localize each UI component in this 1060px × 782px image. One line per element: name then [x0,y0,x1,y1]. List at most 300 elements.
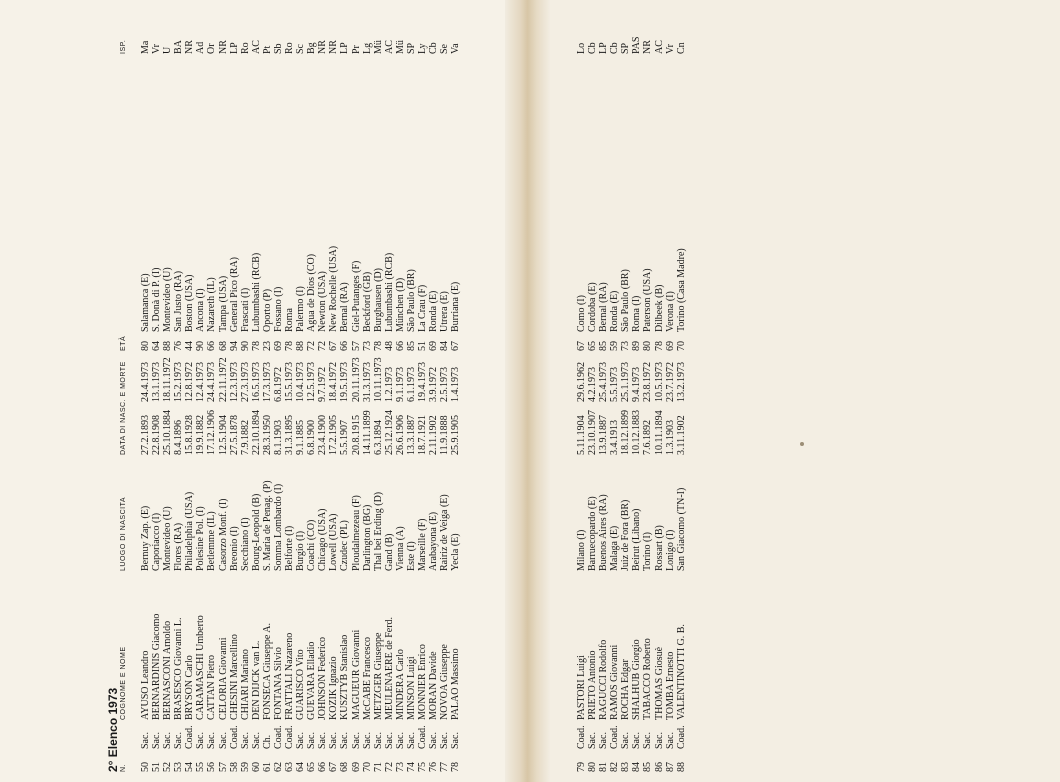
row-grade: Sac. [162,732,174,749]
row-number: 72 [383,762,395,772]
row-grade: Sac. [206,732,218,749]
row-death-place: Agua de Dios (CO) [306,253,318,332]
row-death-date: 9.4.1973 [631,367,643,402]
row-birthplace: Barruecopardo (E) [587,496,599,571]
row-death-date: 19.4.1973 [417,362,428,402]
row-number: 69 [350,762,362,772]
row-birthplace: Philadelphia (USA) [184,491,196,571]
row-number: 62 [272,762,284,772]
row-death-place: Newton (USA) [317,271,329,332]
row-number: 51 [151,762,163,772]
row-isp: Cn [675,42,687,54]
row-grade: Sac. [339,732,351,749]
row-name: BERNARDINIS Giacomo [151,613,163,720]
row-number: 54 [184,762,196,772]
row-name: ROCHA Edgar [620,659,632,720]
row-name: BERNASCONI Arnoldo [162,620,174,720]
row-age: 69 [664,341,676,351]
row-grade: Sac. [653,732,665,749]
row-age: 94 [228,341,240,351]
row-birth-date: 10.11.1894 [653,410,665,455]
row-birthplace: Bourg-Leopold (B) [250,493,262,571]
row-age: 57 [350,341,362,351]
row-death-place: Burghausen (D) [372,268,384,332]
row-grade: Sac. [428,732,440,749]
row-birthplace: Ploudalmezeau (F) [350,495,362,571]
row-isp: U [162,46,174,54]
row-number: 67 [328,762,340,772]
col-header-name: COGNOME E NOME [120,646,127,720]
row-birth-date: 19.9.1882 [195,415,207,455]
row-death-place: Torino (Casa Madre) [675,248,687,332]
table-row [428,0,439,782]
row-birth-date: 7.9.1882 [239,420,251,455]
row-grade: Sac. [664,732,676,749]
row-birthplace: Bernuy Zap. (E) [140,505,151,571]
row-name: SHALHUB Giorgio [631,639,643,720]
row-birth-date: 27.2.1893 [140,415,151,455]
table-row [140,0,151,782]
row-grade: Sac. [394,732,406,749]
row-birthplace: Belforte (I) [284,525,296,571]
row-grade: Coad. [417,725,428,749]
row-name: THOMAS Giosuè [653,646,665,720]
row-birth-date: 12.5.1904 [217,415,229,455]
row-isp: LP [598,42,610,54]
row-death-place: Utrera (E) [439,291,451,332]
row-age: 66 [394,341,406,351]
row-number: 60 [250,762,262,772]
row-birth-date: 26.6.1906 [394,415,406,455]
row-birth-date: 3.4.1913 [609,420,621,455]
row-death-place: Salamanca (E) [140,273,151,332]
row-birth-date: 10.12.1883 [631,410,643,455]
row-age: 69 [428,341,440,351]
necrology-table [106,0,706,782]
row-death-place: Roma (I) [631,295,643,332]
row-name: RAMOS Giovanni [609,644,621,720]
row-age: 78 [653,341,665,351]
row-number: 78 [450,762,462,772]
row-birthplace: Vienna (A) [394,526,406,571]
table-row [620,0,631,782]
row-birthplace: Thal bei Erding (D) [372,491,384,571]
row-death-date: 24.4.1973 [206,362,218,402]
row-birthplace: Yecla (E) [450,533,462,571]
row-death-date: 25.1.1973 [620,362,632,402]
table-row [587,0,598,782]
row-age: 85 [405,341,417,351]
table-row [162,0,173,782]
row-age: 67 [576,341,587,351]
row-birth-date: 25.12.1924 [383,410,395,455]
row-death-date: 25.4.1973 [598,362,610,402]
row-death-place: Ronda (E) [428,290,440,332]
row-birth-date: 17.2.1905 [328,415,340,455]
table-row [339,0,350,782]
row-name: PRIETO Antonio [587,650,599,720]
table-row [262,0,273,782]
col-header-isp: ISP. [120,39,127,54]
row-grade: Sac. [250,732,262,749]
row-death-date: 23.8.1972 [642,362,654,402]
row-name: CELORIA Giovanni [217,637,229,720]
col-header-n: N. [120,764,127,772]
row-death-place: Paterson (USA) [642,268,654,332]
row-death-date: 1.2.1973 [383,367,395,402]
row-age: 78 [372,341,384,351]
row-birth-date: 31.3.1895 [284,415,296,455]
page-heading: 2° Elenco 1973 [106,687,120,772]
row-death-place: Ronda (E) [609,290,621,332]
row-isp: Cb [587,42,599,54]
row-birth-date: 22.8.1908 [151,415,163,455]
row-grade: Sac. [328,732,340,749]
row-number: 84 [631,762,643,772]
row-number: 50 [140,762,151,772]
row-grade: Coad. [184,725,196,749]
row-name: MAGUEUR Giovanni [350,629,362,720]
row-name: PASTORI Luigi [576,655,587,720]
row-death-date: 9.7.1972 [317,367,329,402]
row-isp: NR [217,40,229,54]
row-grade: Sac. [295,732,307,749]
row-age: 66 [206,341,218,351]
table-row [665,0,676,782]
row-isp: Ad [195,41,207,54]
row-isp: PAS [631,36,643,54]
row-birth-date: 11.9.1888 [439,415,451,455]
row-death-date: 23.7.1972 [664,362,676,402]
row-name: AYUSO Leandro [140,650,151,720]
row-death-place: Fossano (I) [272,286,284,332]
row-isp: Ro [284,42,296,54]
row-death-date: 12.4.1973 [195,362,207,402]
row-birthplace: Malaga (E) [609,525,621,571]
row-age: 76 [173,341,185,351]
row-death-place: São Paulo (BR) [405,269,417,332]
row-number: 74 [405,762,417,772]
row-death-date: 19.5.1973 [339,362,351,402]
row-name: VALENTINOTTI G. B. [675,624,687,720]
row-birthplace: Milano (I) [576,529,587,571]
row-death-date: 12.5.1973 [306,362,318,402]
row-name: BRYSON Carlo [184,655,196,720]
row-isp: Cb [428,42,440,54]
row-number: 63 [284,762,296,772]
column-headers [120,0,134,782]
row-death-place: São Paulo (BR) [620,269,632,332]
row-birthplace: Darlington (BG) [361,504,373,571]
row-birth-date: 20.8.1915 [350,415,362,455]
table-row [362,0,373,782]
row-birthplace: Juiz de Fora (BR) [620,499,632,571]
row-grade: Coad. [228,725,240,749]
table-row [218,0,229,782]
table-row [284,0,295,782]
row-death-place: Lubumbashi (RCB) [250,252,262,332]
row-age: 85 [598,341,610,351]
row-birthplace: Beirut (Libano) [631,508,643,571]
row-birth-date: 25.9.1905 [450,415,462,455]
table-row [676,0,687,782]
row-name: TOMBA Ernesto [664,651,676,720]
row-age: 67 [328,341,340,351]
row-birth-date: 23.10.1907 [587,410,599,455]
row-name: GUEVARA Elladio [306,641,318,720]
row-grade: Sac. [631,732,643,749]
row-death-place: Nazareth (IL) [206,277,218,332]
row-number: 64 [295,762,307,772]
row-death-date: 1.4.1973 [450,367,462,402]
row-age: 48 [383,341,395,351]
row-birth-date: 17.12.1906 [206,410,218,455]
table-row [173,0,184,782]
row-birthplace: Rairiz de Veiga (E) [439,494,451,571]
row-grade: Coad. [576,725,587,749]
row-name: MINSON Luigi [405,656,417,720]
row-name: BRASESCO Giovanni L. [173,617,185,720]
row-number: 52 [162,762,174,772]
row-number: 70 [361,762,373,772]
row-birth-date: 9.1.1885 [295,420,307,455]
row-death-date: 16.5.1973 [250,362,262,402]
row-birthplace: Arabayona (E) [428,511,440,571]
row-birth-date: 25.10.1884 [162,410,174,455]
row-number: 55 [195,762,207,772]
row-age: 65 [587,341,599,351]
row-death-place: Roma [284,308,296,332]
row-death-date: 2.5.1973 [439,367,451,402]
row-birthplace: Lonigo (I) [664,529,676,571]
table-row [328,0,339,782]
row-age: 73 [620,341,632,351]
row-birth-date: 6.8.1900 [306,420,318,455]
row-name: FONSECA Giuseppe A. [261,623,273,720]
row-number: 83 [620,762,632,772]
row-age: 80 [642,341,654,351]
row-grade: Sac. [587,732,599,749]
row-name: MINDERA Carlo [394,649,406,720]
row-grade: Coad. [284,725,296,749]
row-age: 67 [450,341,462,351]
row-name: JOHNSON Federico [317,636,329,720]
row-age: 73 [361,341,373,351]
row-death-date: 27.3.1973 [239,362,251,402]
row-isp: Lo [576,42,587,54]
table-row [642,0,653,782]
row-death-place: General Pico (RA) [228,257,240,332]
row-isp: Mü [394,40,406,54]
row-isp: Sb [272,43,284,54]
row-isp: Cb [609,42,621,54]
row-death-date: 4.2.1973 [587,367,599,402]
row-birthplace: Marseille (F) [417,518,428,571]
row-number: 79 [576,762,587,772]
paper-speck [800,442,804,446]
row-death-place: Beckford (GB) [361,271,373,332]
row-number: 76 [428,762,440,772]
row-age: 68 [217,341,229,351]
row-death-date: 6.1.1973 [405,367,417,402]
row-isp: NR [317,40,329,54]
row-isp: Va [450,43,462,54]
row-isp: Vr [664,44,676,54]
row-birth-date: 22.10.1894 [250,410,262,455]
row-death-place: Cordoba (E) [587,282,599,332]
row-birth-date: 6.3.1894 [372,420,384,455]
row-name: NOVOA Giuseppe [439,644,451,720]
row-birth-date: 28.3.1950 [261,415,273,455]
row-number: 85 [642,762,654,772]
row-death-place: Dilbeek (B) [653,284,665,332]
row-birth-date: 7.6.1892 [642,420,654,455]
row-name: DEN DIJCK van L. [250,640,262,720]
row-age: 78 [250,341,262,351]
row-age: 59 [609,341,621,351]
row-isp: Mü [372,40,384,54]
table-row [417,0,428,782]
row-death-date: 6.8.1972 [272,367,284,402]
row-grade: Sac. [239,732,251,749]
row-death-place: Ancona (I) [195,288,207,332]
row-death-place: Bernal (RA) [598,282,610,332]
row-death-date: 10.5.1973 [653,362,665,402]
row-death-place: München (D) [394,277,406,332]
row-name: RAGUCCI Rodolfo [598,639,610,720]
row-name: FONTANA Silvio [272,647,284,720]
row-death-date: 15.2.1973 [173,362,185,402]
table-row [195,0,206,782]
row-age: 70 [675,341,687,351]
row-death-date: 18.11.1972 [162,357,174,402]
row-birthplace: Chicago (USA) [317,508,329,571]
row-isp: Vr [151,44,163,54]
table-row [251,0,262,782]
row-isp: Pt [261,45,273,54]
row-name: PALAO Massimo [450,648,462,720]
row-death-date: 15.5.1973 [284,362,296,402]
row-birth-date: 27.5.1878 [228,415,240,455]
row-number: 66 [317,762,329,772]
row-age: 72 [306,341,318,351]
row-number: 80 [587,762,599,772]
row-death-date: 5.5.1973 [609,367,621,402]
table-row [609,0,620,782]
row-grade: Sac. [151,732,163,749]
row-death-date: 18.4.1972 [328,362,340,402]
row-age: 88 [162,341,174,351]
row-isp: Ly [417,43,428,54]
table-row [395,0,406,782]
row-birth-date: 1.3.1903 [664,420,676,455]
row-grade: Coad. [272,725,284,749]
row-number: 82 [609,762,621,772]
row-number: 57 [217,762,229,772]
row-death-date: 3.9.1972 [428,367,440,402]
row-number: 59 [239,762,251,772]
row-age: 66 [339,341,351,351]
row-isp: Sc [295,44,307,54]
row-age: 44 [184,341,196,351]
row-number: 65 [306,762,318,772]
row-isp: NR [642,40,654,54]
row-isp: Pr [350,45,362,54]
row-number: 88 [675,762,687,772]
row-number: 75 [417,762,428,772]
row-name: CARAMASCHI Umberto [195,615,207,720]
row-number: 87 [664,762,676,772]
row-grade: Coad. [609,725,621,749]
row-death-place: La Crau (F) [417,284,428,332]
row-birth-date: 23.4.1900 [317,415,329,455]
table-row [373,0,384,782]
row-birthplace: Coachi (CO) [306,519,318,571]
row-birthplace: Buenos Aires (RA) [598,494,610,571]
col-header-dates: DATA DI NASC. E MORTE [120,361,127,455]
row-isp: NR [328,40,340,54]
row-age: 80 [140,341,151,351]
row-isp: LP [339,42,351,54]
row-isp: NR [184,40,196,54]
row-grade: Sac. [383,732,395,749]
row-birthplace: Gand (B) [383,533,395,571]
table-row [151,0,162,782]
row-birthplace: Betlemme (IL) [206,511,218,571]
table-row [406,0,417,782]
row-age: 64 [151,341,163,351]
row-birthplace: Breonio (I) [228,526,240,571]
row-age: 69 [272,341,284,351]
row-death-date: 29.6.1962 [576,362,587,402]
row-death-place: Giel-Putanges (F) [350,260,362,332]
row-death-date: 10.11.1973 [372,357,384,402]
row-death-date: 9.1.1973 [394,367,406,402]
table-row [317,0,328,782]
row-grade: Sac. [195,732,207,749]
row-grade: Sac. [620,732,632,749]
row-name: GUARISCO Vito [295,649,307,720]
row-grade: Sac. [372,732,384,749]
row-isp: SP [405,42,417,54]
row-birthplace: Rossart (B) [653,525,665,571]
row-death-place: Verona (I) [664,291,676,332]
row-number: 68 [339,762,351,772]
table-row [631,0,642,782]
row-number: 71 [372,762,384,772]
row-death-place: New Rochelle (USA) [328,245,340,332]
row-birth-date: 5.5.1907 [339,420,351,455]
row-number: 77 [439,762,451,772]
col-header-age: ETÀ [120,335,127,351]
table-row [229,0,240,782]
row-birth-date: 14.11.1899 [361,410,373,455]
row-grade: Sac. [350,732,362,749]
row-isp: SP [620,42,632,54]
row-death-place: Tampa (USA) [217,275,229,332]
row-grade: Coad. [675,725,687,749]
row-number: 61 [261,762,273,772]
row-grade: Sac. [140,732,151,749]
row-isp: AC [383,40,395,54]
row-death-place: Oporto (P) [261,288,273,332]
row-isp: Ro [239,42,251,54]
row-age: 90 [195,341,207,351]
row-death-place: San Justo (RA) [173,270,185,332]
table-row [306,0,317,782]
table-row [351,0,362,782]
row-death-date: 13.2.1973 [675,362,687,402]
